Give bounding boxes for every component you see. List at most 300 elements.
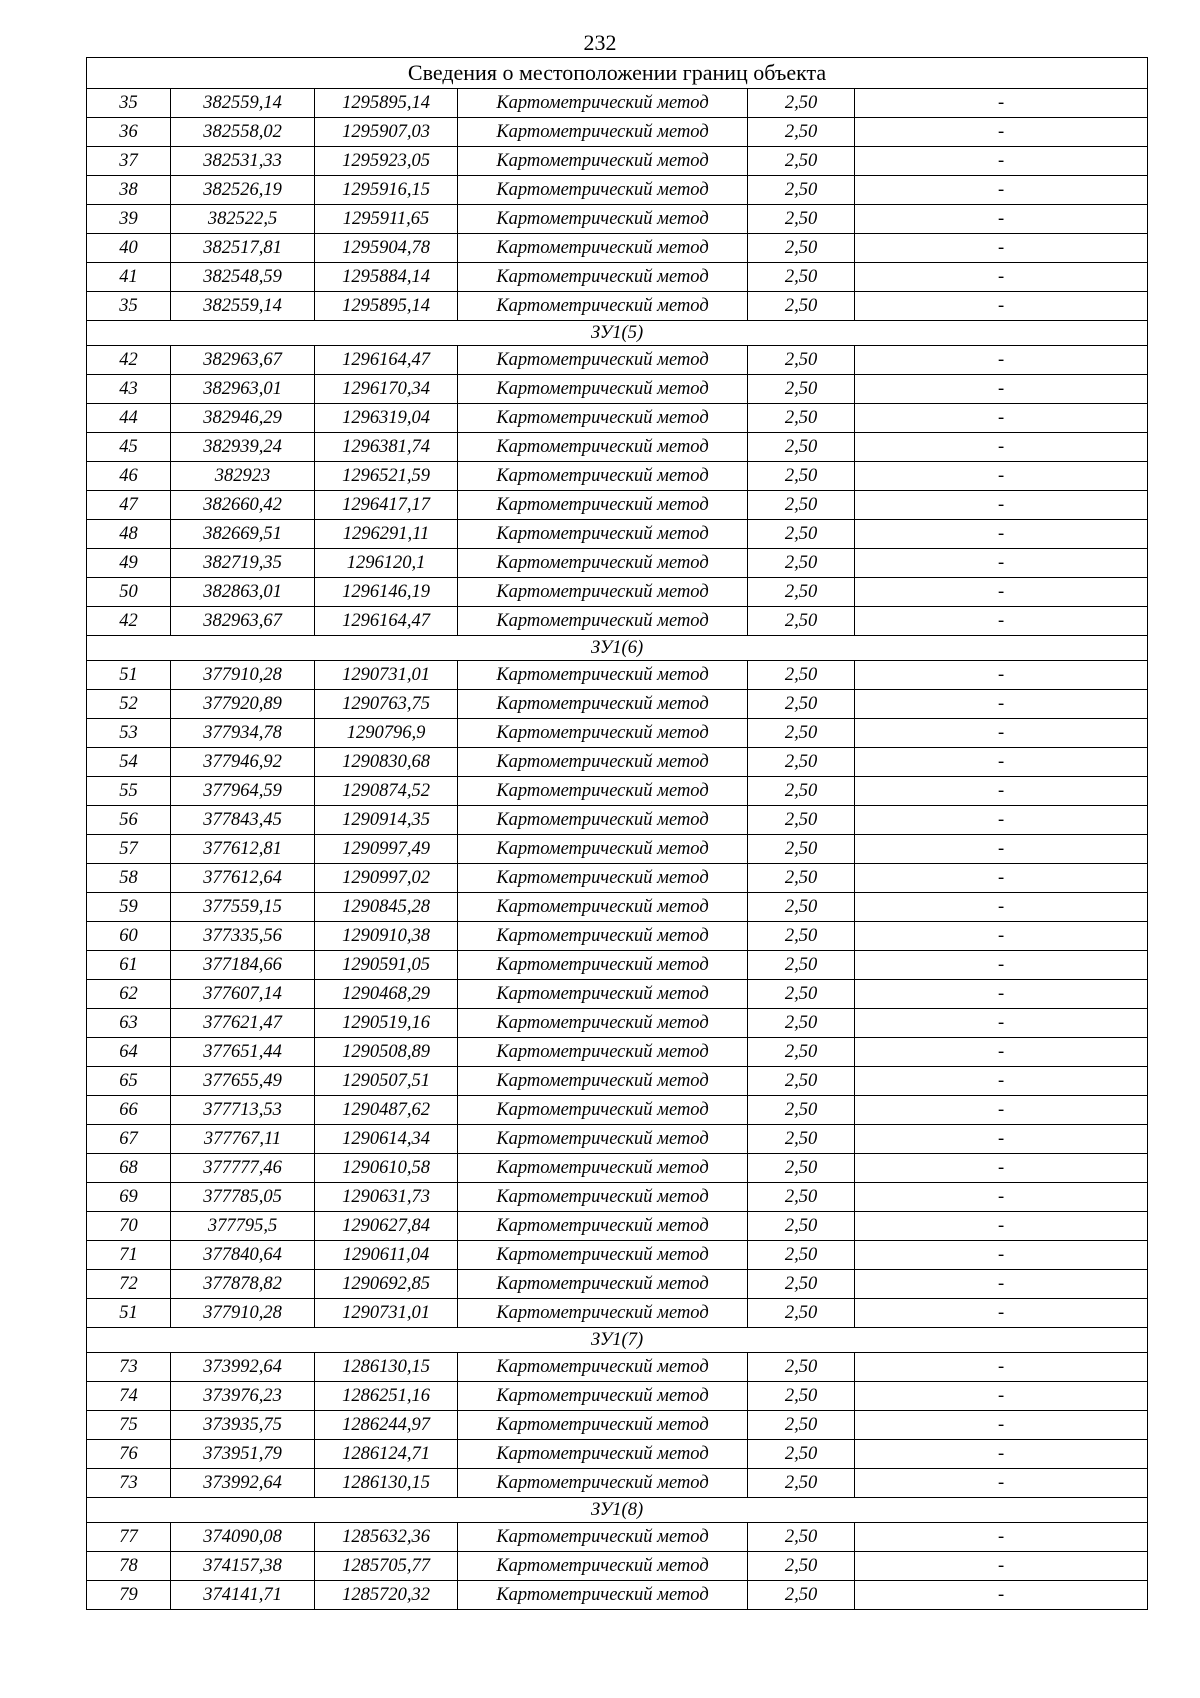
table-row [87,690,1148,719]
x-coordinate-cell: 377964,59 [171,777,315,806]
accuracy-cell: 2,50 [748,1440,855,1469]
accuracy-cell: 2,50 [748,748,855,777]
description-cell: - [855,777,1148,806]
table-row [87,292,1148,321]
x-coordinate-cell: 382923 [171,462,315,491]
description-cell: - [855,1009,1148,1038]
y-coordinate-cell: 1290610,58 [315,1154,458,1183]
description-cell: - [855,176,1148,205]
y-coordinate-cell: 1290631,73 [315,1183,458,1212]
x-coordinate-cell: 382963,67 [171,346,315,375]
y-coordinate-cell: 1296146,19 [315,578,458,607]
y-coordinate-cell: 1295884,14 [315,263,458,292]
accuracy-cell: 2,50 [748,719,855,748]
y-coordinate-cell: 1290997,49 [315,835,458,864]
description-cell: - [855,404,1148,433]
y-coordinate-cell: 1290845,28 [315,893,458,922]
x-coordinate-cell: 382517,81 [171,234,315,263]
table-row [87,1382,1148,1411]
y-coordinate-cell: 1296417,17 [315,491,458,520]
table-row [87,1353,1148,1382]
point-number-cell: 54 [87,748,171,777]
description-cell: - [855,89,1148,118]
point-number-cell: 61 [87,951,171,980]
point-number-cell: 69 [87,1183,171,1212]
point-number-cell: 49 [87,549,171,578]
table-body [87,58,1148,1610]
section-label: ЗУ1(8) [87,1498,1148,1523]
table-row [87,951,1148,980]
y-coordinate-cell: 1290731,01 [315,661,458,690]
point-number-cell: 53 [87,719,171,748]
description-cell: - [855,292,1148,321]
y-coordinate-cell: 1290763,75 [315,690,458,719]
description-cell: - [855,1067,1148,1096]
method-cell: Картометрический метод [458,433,748,462]
method-cell: Картометрический метод [458,1440,748,1469]
table-row [87,1183,1148,1212]
table-row [87,1096,1148,1125]
y-coordinate-cell: 1286251,16 [315,1382,458,1411]
accuracy-cell: 2,50 [748,951,855,980]
method-cell: Картометрический метод [458,263,748,292]
accuracy-cell: 2,50 [748,661,855,690]
x-coordinate-cell: 373976,23 [171,1382,315,1411]
method-cell: Картометрический метод [458,1125,748,1154]
method-cell: Картометрический метод [458,520,748,549]
description-cell: - [855,835,1148,864]
x-coordinate-cell: 374157,38 [171,1552,315,1581]
table-row [87,89,1148,118]
accuracy-cell: 2,50 [748,1067,855,1096]
y-coordinate-cell: 1296170,34 [315,375,458,404]
table-row [87,578,1148,607]
description-cell: - [855,1299,1148,1328]
accuracy-cell: 2,50 [748,1411,855,1440]
accuracy-cell: 2,50 [748,234,855,263]
accuracy-cell: 2,50 [748,462,855,491]
table-row [87,433,1148,462]
y-coordinate-cell: 1295895,14 [315,89,458,118]
method-cell: Картометрический метод [458,922,748,951]
accuracy-cell: 2,50 [748,1353,855,1382]
description-cell: - [855,1154,1148,1183]
description-cell: - [855,433,1148,462]
method-cell: Картометрический метод [458,1382,748,1411]
x-coordinate-cell: 382548,59 [171,263,315,292]
x-coordinate-cell: 377840,64 [171,1241,315,1270]
method-cell: Картометрический метод [458,719,748,748]
x-coordinate-cell: 382558,02 [171,118,315,147]
table-row [87,1009,1148,1038]
point-number-cell: 76 [87,1440,171,1469]
method-cell: Картометрический метод [458,1038,748,1067]
x-coordinate-cell: 373992,64 [171,1469,315,1498]
description-cell: - [855,1382,1148,1411]
method-cell: Картометрический метод [458,176,748,205]
table-row [87,1299,1148,1328]
description-cell: - [855,661,1148,690]
table-row [87,118,1148,147]
point-number-cell: 44 [87,404,171,433]
accuracy-cell: 2,50 [748,835,855,864]
point-number-cell: 63 [87,1009,171,1038]
point-number-cell: 41 [87,263,171,292]
table-row [87,520,1148,549]
description-cell: - [855,1469,1148,1498]
accuracy-cell: 2,50 [748,922,855,951]
y-coordinate-cell: 1295923,05 [315,147,458,176]
y-coordinate-cell: 1286124,71 [315,1440,458,1469]
table-row [87,1212,1148,1241]
y-coordinate-cell: 1290508,89 [315,1038,458,1067]
method-cell: Картометрический метод [458,147,748,176]
y-coordinate-cell: 1285632,36 [315,1523,458,1552]
method-cell: Картометрический метод [458,205,748,234]
x-coordinate-cell: 382559,14 [171,292,315,321]
table-row [87,1038,1148,1067]
point-number-cell: 51 [87,1299,171,1328]
page-number: 232 [583,30,617,55]
point-number-cell: 43 [87,375,171,404]
point-number-cell: 62 [87,980,171,1009]
accuracy-cell: 2,50 [748,1469,855,1498]
y-coordinate-cell: 1285720,32 [315,1581,458,1610]
method-cell: Картометрический метод [458,661,748,690]
y-coordinate-cell: 1295895,14 [315,292,458,321]
x-coordinate-cell: 377655,49 [171,1067,315,1096]
y-coordinate-cell: 1290507,51 [315,1067,458,1096]
description-cell: - [855,980,1148,1009]
table-row [87,147,1148,176]
accuracy-cell: 2,50 [748,578,855,607]
accuracy-cell: 2,50 [748,549,855,578]
table-row [87,1411,1148,1440]
point-number-cell: 68 [87,1154,171,1183]
table-row [87,346,1148,375]
table-row [87,263,1148,292]
point-number-cell: 75 [87,1411,171,1440]
table-row [87,234,1148,263]
accuracy-cell: 2,50 [748,520,855,549]
point-number-cell: 35 [87,89,171,118]
accuracy-cell: 2,50 [748,118,855,147]
section-label: ЗУ1(7) [87,1328,1148,1353]
method-cell: Картометрический метод [458,1299,748,1328]
x-coordinate-cell: 377910,28 [171,661,315,690]
method-cell: Картометрический метод [458,806,748,835]
description-cell: - [855,1552,1148,1581]
x-coordinate-cell: 377795,5 [171,1212,315,1241]
table-row [87,549,1148,578]
table-row [87,893,1148,922]
table-title-row [87,58,1148,89]
point-number-cell: 66 [87,1096,171,1125]
y-coordinate-cell: 1286244,97 [315,1411,458,1440]
table-row [87,1523,1148,1552]
point-number-cell: 36 [87,118,171,147]
table-row [87,661,1148,690]
description-cell: - [855,690,1148,719]
method-cell: Картометрический метод [458,607,748,636]
table-row [87,1581,1148,1610]
method-cell: Картометрический метод [458,1212,748,1241]
accuracy-cell: 2,50 [748,1581,855,1610]
x-coordinate-cell: 377910,28 [171,1299,315,1328]
section-label: ЗУ1(5) [87,321,1148,346]
description-cell: - [855,1353,1148,1382]
method-cell: Картометрический метод [458,893,748,922]
method-cell: Картометрический метод [458,748,748,777]
description-cell: - [855,1183,1148,1212]
y-coordinate-cell: 1296120,1 [315,549,458,578]
method-cell: Картометрический метод [458,491,748,520]
table-row [87,375,1148,404]
x-coordinate-cell: 377621,47 [171,1009,315,1038]
description-cell: - [855,1038,1148,1067]
x-coordinate-cell: 377612,64 [171,864,315,893]
accuracy-cell: 2,50 [748,1125,855,1154]
accuracy-cell: 2,50 [748,176,855,205]
x-coordinate-cell: 382946,29 [171,404,315,433]
section-header-row [87,321,1148,346]
method-cell: Картометрический метод [458,1353,748,1382]
y-coordinate-cell: 1290830,68 [315,748,458,777]
method-cell: Картометрический метод [458,690,748,719]
y-coordinate-cell: 1290692,85 [315,1270,458,1299]
accuracy-cell: 2,50 [748,607,855,636]
y-coordinate-cell: 1295904,78 [315,234,458,263]
table-row [87,1067,1148,1096]
accuracy-cell: 2,50 [748,806,855,835]
description-cell: - [855,1096,1148,1125]
accuracy-cell: 2,50 [748,1212,855,1241]
table-row [87,980,1148,1009]
description-cell: - [855,1212,1148,1241]
table-row [87,1154,1148,1183]
description-cell: - [855,922,1148,951]
y-coordinate-cell: 1290614,34 [315,1125,458,1154]
description-cell: - [855,346,1148,375]
y-coordinate-cell: 1290914,35 [315,806,458,835]
accuracy-cell: 2,50 [748,1523,855,1552]
table-row [87,1552,1148,1581]
point-number-cell: 42 [87,346,171,375]
accuracy-cell: 2,50 [748,1270,855,1299]
point-number-cell: 71 [87,1241,171,1270]
accuracy-cell: 2,50 [748,1552,855,1581]
x-coordinate-cell: 377713,53 [171,1096,315,1125]
y-coordinate-cell: 1295911,65 [315,205,458,234]
point-number-cell: 74 [87,1382,171,1411]
table-row [87,922,1148,951]
point-number-cell: 78 [87,1552,171,1581]
method-cell: Картометрический метод [458,1411,748,1440]
description-cell: - [855,607,1148,636]
x-coordinate-cell: 382939,24 [171,433,315,462]
description-cell: - [855,263,1148,292]
accuracy-cell: 2,50 [748,292,855,321]
y-coordinate-cell: 1290627,84 [315,1212,458,1241]
point-number-cell: 52 [87,690,171,719]
table-row [87,777,1148,806]
x-coordinate-cell: 377184,66 [171,951,315,980]
description-cell: - [855,375,1148,404]
x-coordinate-cell: 377878,82 [171,1270,315,1299]
x-coordinate-cell: 377651,44 [171,1038,315,1067]
point-number-cell: 51 [87,661,171,690]
y-coordinate-cell: 1290487,62 [315,1096,458,1125]
accuracy-cell: 2,50 [748,864,855,893]
accuracy-cell: 2,50 [748,690,855,719]
method-cell: Картометрический метод [458,292,748,321]
x-coordinate-cell: 377934,78 [171,719,315,748]
description-cell: - [855,719,1148,748]
method-cell: Картометрический метод [458,375,748,404]
point-number-cell: 79 [87,1581,171,1610]
point-number-cell: 37 [87,147,171,176]
method-cell: Картометрический метод [458,462,748,491]
accuracy-cell: 2,50 [748,404,855,433]
accuracy-cell: 2,50 [748,777,855,806]
y-coordinate-cell: 1290874,52 [315,777,458,806]
x-coordinate-cell: 377607,14 [171,980,315,1009]
method-cell: Картометрический метод [458,1009,748,1038]
table-row [87,404,1148,433]
method-cell: Картометрический метод [458,951,748,980]
boundary-coordinates-table [86,57,1148,1610]
x-coordinate-cell: 377335,56 [171,922,315,951]
y-coordinate-cell: 1295916,15 [315,176,458,205]
description-cell: - [855,578,1148,607]
description-cell: - [855,1125,1148,1154]
method-cell: Картометрический метод [458,1096,748,1125]
x-coordinate-cell: 382660,42 [171,491,315,520]
method-cell: Картометрический метод [458,777,748,806]
section-header-row [87,1498,1148,1523]
point-number-cell: 60 [87,922,171,951]
point-number-cell: 72 [87,1270,171,1299]
x-coordinate-cell: 374090,08 [171,1523,315,1552]
accuracy-cell: 2,50 [748,980,855,1009]
point-number-cell: 48 [87,520,171,549]
table-row [87,176,1148,205]
x-coordinate-cell: 373951,79 [171,1440,315,1469]
y-coordinate-cell: 1296291,11 [315,520,458,549]
table-row [87,1469,1148,1498]
accuracy-cell: 2,50 [748,1299,855,1328]
description-cell: - [855,462,1148,491]
point-number-cell: 55 [87,777,171,806]
x-coordinate-cell: 382522,5 [171,205,315,234]
description-cell: - [855,491,1148,520]
point-number-cell: 58 [87,864,171,893]
x-coordinate-cell: 382526,19 [171,176,315,205]
x-coordinate-cell: 382531,33 [171,147,315,176]
description-cell: - [855,893,1148,922]
accuracy-cell: 2,50 [748,1009,855,1038]
method-cell: Картометрический метод [458,549,748,578]
x-coordinate-cell: 377946,92 [171,748,315,777]
point-number-cell: 77 [87,1523,171,1552]
accuracy-cell: 2,50 [748,1241,855,1270]
x-coordinate-cell: 382559,14 [171,89,315,118]
y-coordinate-cell: 1296381,74 [315,433,458,462]
y-coordinate-cell: 1285705,77 [315,1552,458,1581]
point-number-cell: 46 [87,462,171,491]
y-coordinate-cell: 1290519,16 [315,1009,458,1038]
method-cell: Картометрический метод [458,1241,748,1270]
x-coordinate-cell: 373992,64 [171,1353,315,1382]
description-cell: - [855,748,1148,777]
x-coordinate-cell: 377777,46 [171,1154,315,1183]
description-cell: - [855,1440,1148,1469]
description-cell: - [855,951,1148,980]
point-number-cell: 73 [87,1353,171,1382]
x-coordinate-cell: 382669,51 [171,520,315,549]
table-row [87,864,1148,893]
table-row [87,806,1148,835]
y-coordinate-cell: 1296164,47 [315,346,458,375]
point-number-cell: 73 [87,1469,171,1498]
point-number-cell: 70 [87,1212,171,1241]
method-cell: Картометрический метод [458,118,748,147]
accuracy-cell: 2,50 [748,491,855,520]
description-cell: - [855,147,1148,176]
accuracy-cell: 2,50 [748,1038,855,1067]
method-cell: Картометрический метод [458,980,748,1009]
method-cell: Картометрический метод [458,346,748,375]
table-row [87,719,1148,748]
y-coordinate-cell: 1296164,47 [315,607,458,636]
table-row [87,748,1148,777]
point-number-cell: 64 [87,1038,171,1067]
table-title: Сведения о местоположении границ объекта [87,58,1148,89]
point-number-cell: 42 [87,607,171,636]
table-row [87,835,1148,864]
x-coordinate-cell: 382863,01 [171,578,315,607]
method-cell: Картометрический метод [458,404,748,433]
accuracy-cell: 2,50 [748,893,855,922]
point-number-cell: 38 [87,176,171,205]
y-coordinate-cell: 1290731,01 [315,1299,458,1328]
method-cell: Картометрический метод [458,89,748,118]
accuracy-cell: 2,50 [748,1154,855,1183]
method-cell: Картометрический метод [458,234,748,263]
x-coordinate-cell: 382719,35 [171,549,315,578]
y-coordinate-cell: 1290910,38 [315,922,458,951]
description-cell: - [855,1581,1148,1610]
point-number-cell: 56 [87,806,171,835]
description-cell: - [855,1523,1148,1552]
section-header-row [87,1328,1148,1353]
point-number-cell: 39 [87,205,171,234]
point-number-cell: 47 [87,491,171,520]
x-coordinate-cell: 382963,67 [171,607,315,636]
y-coordinate-cell: 1296521,59 [315,462,458,491]
description-cell: - [855,1241,1148,1270]
table-row [87,491,1148,520]
method-cell: Картометрический метод [458,1523,748,1552]
description-cell: - [855,549,1148,578]
accuracy-cell: 2,50 [748,1183,855,1212]
description-cell: - [855,520,1148,549]
point-number-cell: 67 [87,1125,171,1154]
y-coordinate-cell: 1290997,02 [315,864,458,893]
x-coordinate-cell: 377843,45 [171,806,315,835]
method-cell: Картометрический метод [458,1067,748,1096]
point-number-cell: 40 [87,234,171,263]
